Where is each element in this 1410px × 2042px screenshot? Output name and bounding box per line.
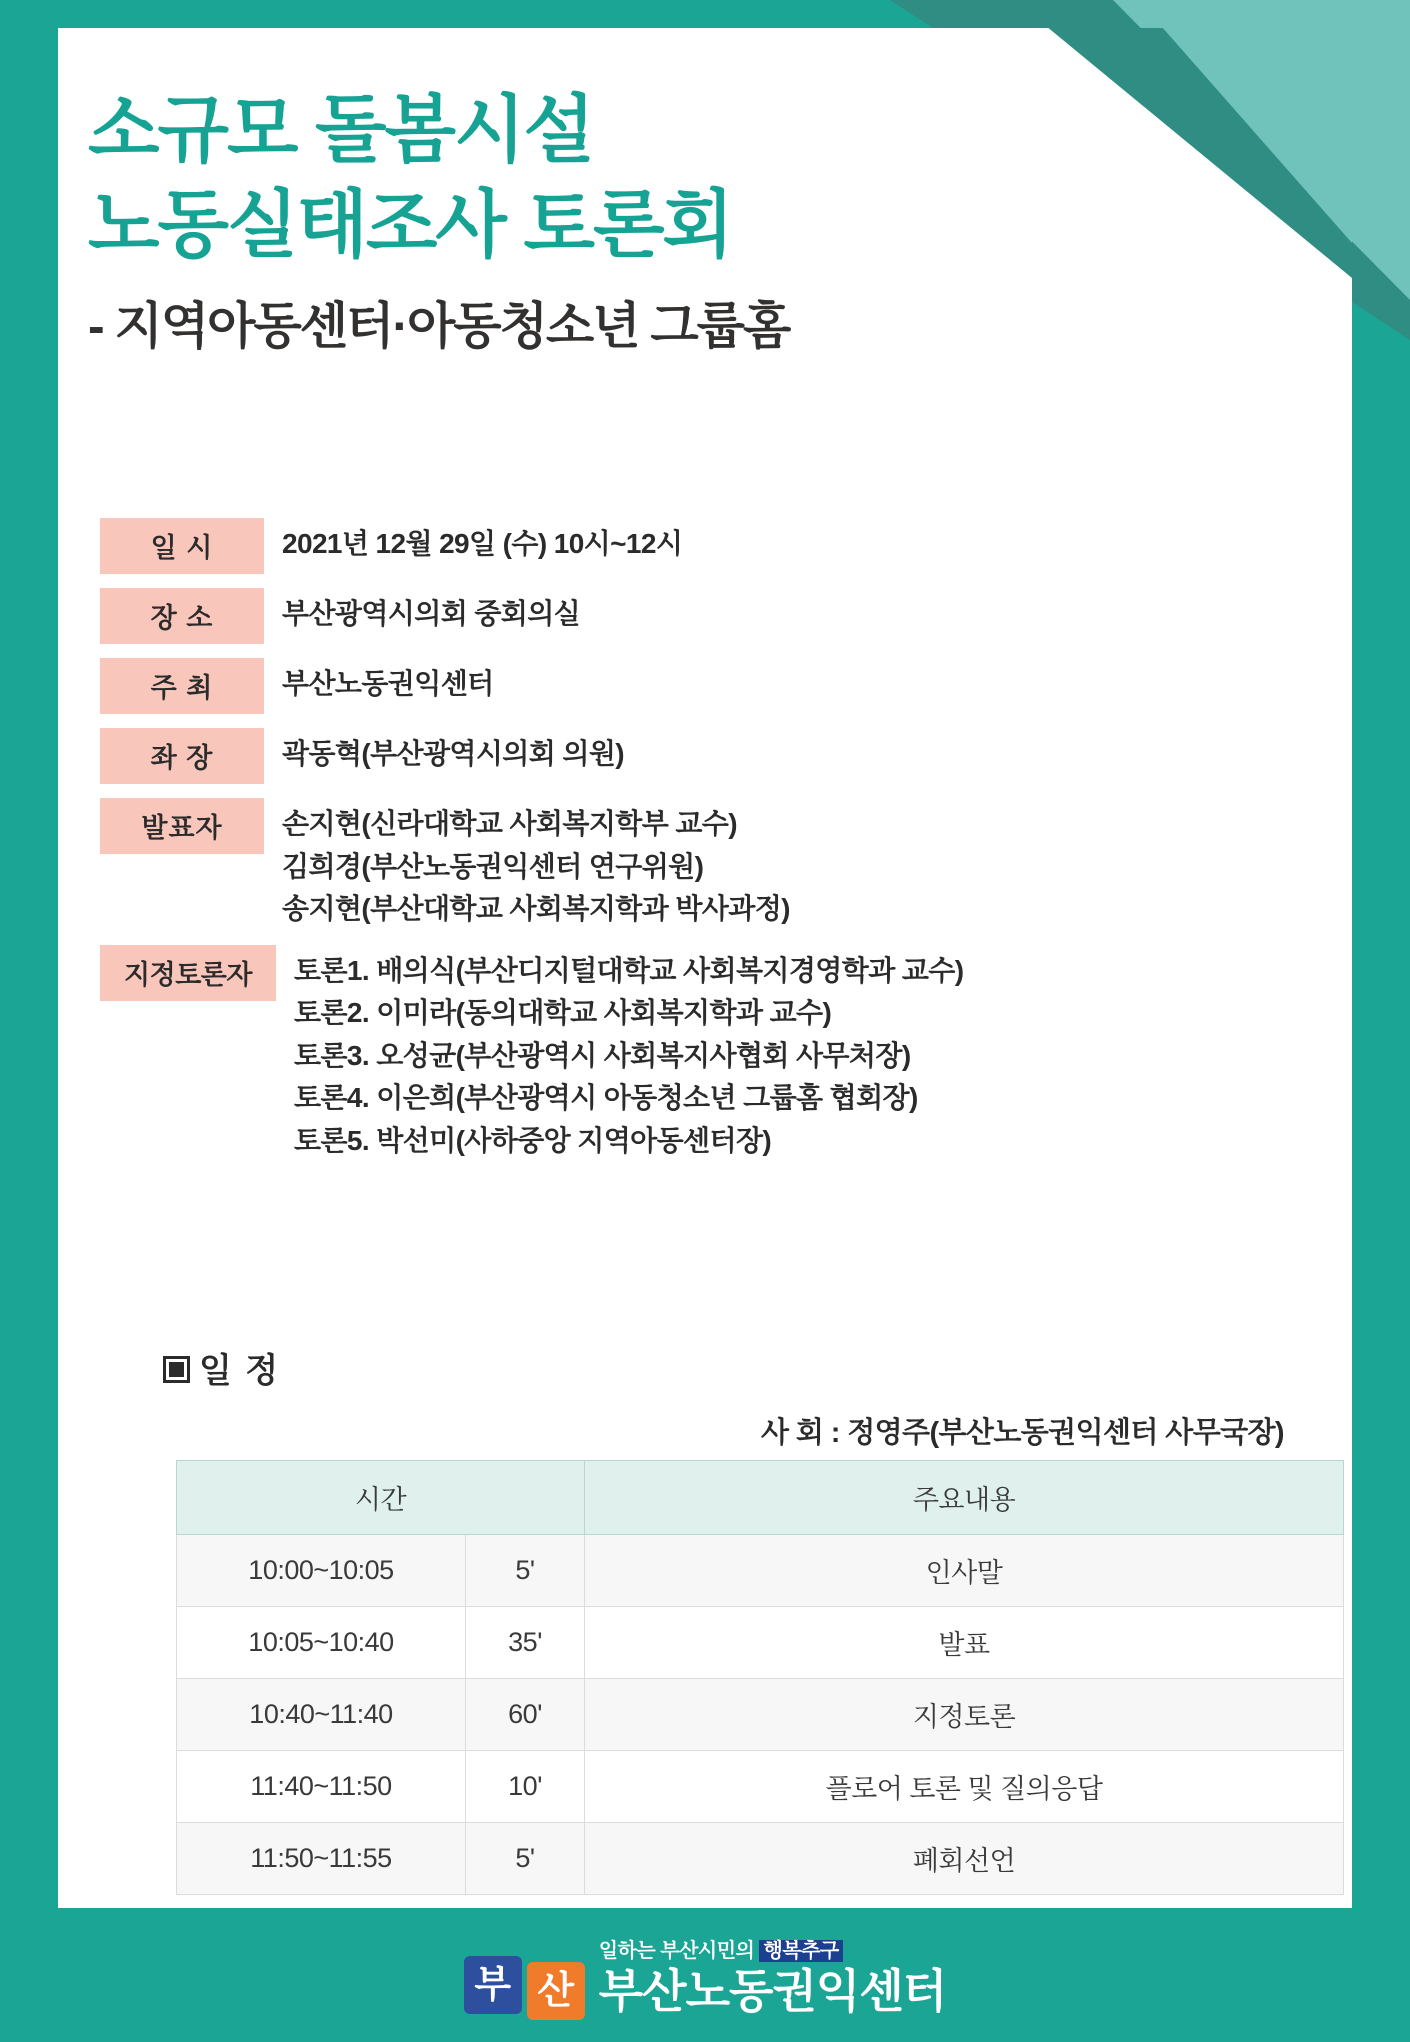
tagline-part-1: 일하는 [598,1940,661,1962]
info-values-chair [264,728,1315,776]
table-row [177,1535,1344,1607]
table-header-content: 주요내용 [585,1461,1344,1535]
info-values-presenters [264,798,1315,931]
logo-text-block [598,1934,947,2017]
info-value: 토론1. 배의식(부산디지털대학교 사회복지경영학과 교수) [294,954,964,986]
info-row-presenters [100,798,1315,931]
info-value: 곽동혁(부산광역시의회 의원) [282,738,625,769]
cell-content: 인사말 [585,1535,1344,1607]
cell-duration: 60' [466,1679,585,1751]
info-value: 토론5. 박선미(사하중앙 지역아동센터장) [294,1124,772,1156]
logo-char-left: 부 [464,1956,522,2014]
cell-time: 11:40~11:50 [177,1751,466,1823]
tagline-highlight: 행복추구 [759,1940,842,1962]
title-block [88,83,1188,358]
poster-card [58,28,1352,1908]
info-row-place [100,588,1315,644]
table-header-time: 시간 [177,1461,585,1535]
info-value: 2021년 12월 29일 (수) 10시~12시 [282,528,683,559]
info-row-discussants [100,945,1315,1163]
cell-content: 지정토론 [585,1679,1344,1751]
title-line-2: 노동실태조사 토론회 [88,182,732,266]
cell-duration: 5' [466,1823,585,1895]
footer-logo [0,1934,1410,2017]
info-row-host [100,658,1315,714]
table-row [177,1679,1344,1751]
info-block [100,518,1315,1176]
cell-time: 11:50~11:55 [177,1823,466,1895]
cell-content: 폐회선언 [585,1823,1344,1895]
info-value: 토론3. 오성균(부산광역시 사회복지사협회 사무처장) [294,1039,911,1071]
cell-content: 발표 [585,1607,1344,1679]
info-label-datetime: 일 시 [100,518,264,574]
cell-time: 10:40~11:40 [177,1679,466,1751]
info-values-discussants [276,945,1315,1163]
info-value: 부산광역시의회 중회의실 [282,598,581,629]
schedule-heading-label: 일 정 [199,1352,281,1390]
table-row [177,1823,1344,1895]
logo-mark-icon [464,1956,585,2014]
info-value: 토론4. 이은희(부산광역시 아동청소년 그룹홈 협회장) [294,1082,918,1114]
title-line-1: 소규모 돌봄시설 [88,88,593,171]
info-value: 부산노동권익센터 [282,668,494,699]
info-label-presenters: 발표자 [100,798,264,854]
info-values-host [264,658,1315,706]
table-row [177,1751,1344,1823]
info-value: 김희경(부산노동권익센터 연구위원) [282,850,704,882]
table-row [177,1607,1344,1679]
info-values-place [264,588,1315,636]
info-value: 송지현(부산대학교 사회복지학과 박사과정) [282,893,790,925]
cell-content: 플로어 토론 및 질의응답 [585,1751,1344,1823]
info-label-place: 장 소 [100,588,264,644]
logo-char-right: 산 [527,1962,585,2020]
schedule-heading [163,1343,280,1392]
cell-time: 10:00~10:05 [177,1535,466,1607]
schedule-table-wrapper [176,1460,1344,1895]
info-row-datetime [100,518,1315,574]
info-label-chair: 좌 장 [100,728,264,784]
bullet-square-icon [163,1356,190,1383]
table-header-row [177,1461,1344,1535]
cell-duration: 10' [466,1751,585,1823]
poster-subtitle: - 지역아동센터·아동청소년 그룹홈 [88,298,790,355]
info-values-datetime [264,518,1315,566]
logo-tagline [599,1934,947,1963]
tagline-part-2: 부산시민의 [660,1940,760,1962]
cell-duration: 5' [466,1535,585,1607]
schedule-table [176,1460,1344,1895]
cell-time: 10:05~10:40 [177,1607,466,1679]
moderator-line: 사 회 : 정영주(부산노동권익센터 사무국장) [760,1417,1284,1449]
info-value: 토론2. 이미라(동의대학교 사회복지학과 교수) [294,997,832,1029]
info-label-host: 주 최 [100,658,264,714]
info-label-discussants: 지정토론자 [100,945,276,1001]
info-value: 손지현(신라대학교 사회복지학부 교수) [282,808,737,839]
cell-duration: 35' [466,1607,585,1679]
info-row-chair [100,728,1315,784]
logo-org-name: 부산노동권익센터 [598,1965,947,2017]
